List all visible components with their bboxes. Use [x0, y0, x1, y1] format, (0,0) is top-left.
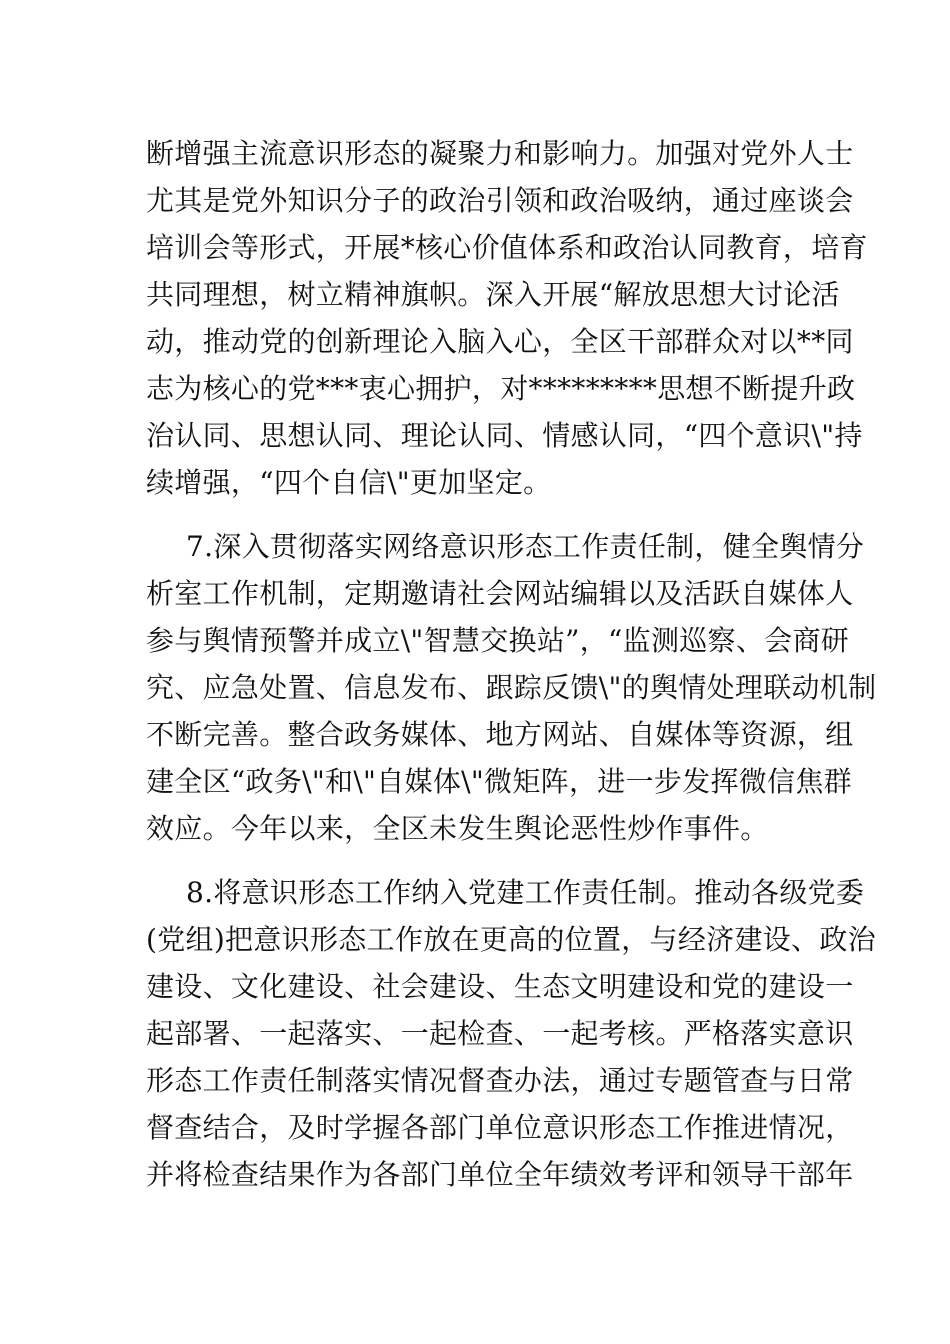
text-line: 志为核心的党***衷心拥护，对*********思想不断提升政 — [146, 372, 856, 405]
text-line: 7.深入贯彻落实网络意识形态工作责任制，健全舆情分 — [186, 530, 865, 563]
text-line: 效应。今年以来，全区未发生舆论恶性炒作事件。 — [146, 812, 769, 845]
text-line: 共同理想，树立精神旗帜。深入开展“解放思想大讨论活 — [146, 278, 840, 311]
text-line: 起部署、一起落实、一起检查、一起考核。严格落实意识 — [146, 1017, 854, 1050]
text-line: 动，推动党的创新理论入脑入心，全区干部群众对以**同 — [146, 325, 854, 358]
text-line: 建设、文化建设、社会建设、生态文明建设和党的建设一 — [146, 970, 854, 1003]
text-line: 续增强，“四个自信\"更加坚定。 — [146, 466, 552, 499]
text-line: 治认同、思想认同、理论认同、情感认同，“四个意识\"持 — [146, 419, 863, 452]
text-line: (党组)把意识形态工作放在更高的位置，与经济建设、政治 — [146, 923, 876, 956]
text-line: 究、应急处置、信息发布、跟踪反馈\"的舆情处理联动机制 — [146, 671, 877, 704]
text-line: 培训会等形式，开展*核心价值体系和政治认同教育，培育 — [146, 231, 868, 264]
text-line: 督查结合，及时学握各部门单位意识形态工作推进情况， — [146, 1111, 854, 1144]
text-line: 形态工作责任制落实情况督查办法，通过专题管查与日常 — [146, 1064, 854, 1097]
text-line: 并将检查结果作为各部门单位全年绩效考评和领导干部年 — [146, 1158, 854, 1191]
text-line: 断增强主流意识形态的凝聚力和影响力。加强对党外人士 — [146, 137, 854, 170]
text-line: 尤其是党外知识分子的政治引领和政治吸纳，通过座谈会 — [146, 184, 854, 217]
text-line: 参与舆情预警并成立\"智慧交换站”，“监测巡察、会商研 — [146, 624, 850, 657]
text-line: 建全区“政务\"和\"自媒体\"微矩阵，进一步发挥微信焦群 — [146, 765, 852, 798]
text-line: 8.将意识形态工作纳入党建工作责任制。推动各级党委 — [186, 876, 865, 909]
text-line: 不断完善。整合政务媒体、地方网站、自媒体等资源，组 — [146, 718, 854, 751]
text-line: 析室工作机制，定期邀请社会网站编辑以及活跃自媒体人 — [146, 577, 854, 610]
